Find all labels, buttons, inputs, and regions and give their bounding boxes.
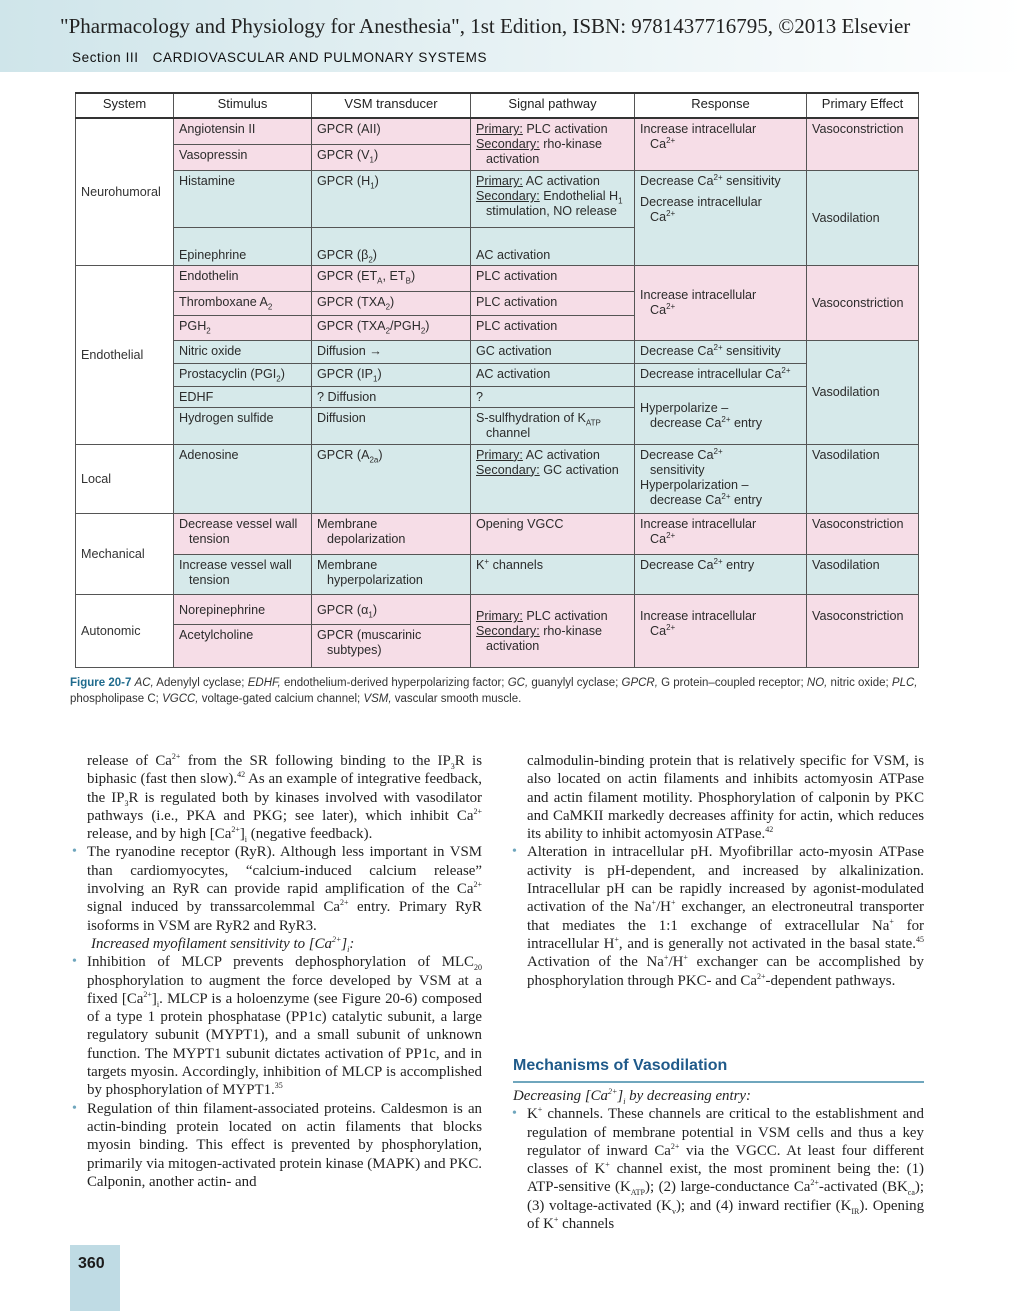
pathway-cell: Opening VGCC [471,514,635,554]
transducer-cell: GPCR (muscarinic subtypes) [312,625,471,668]
caption-definition: phospholipase C; [70,693,159,705]
system-cell: Neurohumoral [76,118,174,265]
stimulus-cell: Decrease vessel wall tension [174,514,312,554]
bullet-item: • The ryanodine receptor (RyR). Although less important in VSM than cardiomyocytes, “calcium-induced calcium release” involving an RyR can provide rapid amplification of the $Ca^{2+}$ signal induced by transsarcolemmal $Ca^{2+}$ entry. Primary RyR isoforms in VSM are RyR2 and RyR3. [72,844,482,934]
bullet-icon: • [72,1100,77,1116]
pathway-cell: Primary: AC activation Secondary: Endothelial $H_1$ stimulation, NO release [471,171,635,228]
system-cell: Endothelial [76,265,174,444]
transducer-cell: GPCR $(A_{2a})$ [312,444,471,514]
section-header [72,50,487,65]
stimulus-cell: Nitric oxide [174,340,312,363]
caption-definition: Adenylyl cyclase; [156,677,245,689]
page-number: 360 [78,1255,105,1272]
body-column-right-lower [512,1087,925,1233]
response-cell: Decrease $Ca^{2+}$ sensitivity Hyperpolarization – decrease $Ca^{2+}$ entry [635,444,807,514]
transducer-cell: ? Diffusion [312,387,471,408]
response-cell: Decrease $Ca^{2+}$ sensitivity Decrease intracellular $Ca^{2+}$ [635,171,807,266]
pathway-cell: PLC activation [471,292,635,316]
response-cell: Increase intracellular $Ca^{2+}$ [635,265,807,340]
table-row [76,340,919,363]
figure-caption [70,675,930,707]
section-label: Section III [72,50,139,65]
pathway-cell: PLC activation [471,265,635,291]
effect-cell: Vasoconstriction [807,514,919,554]
effect-cell: Vasoconstriction [807,118,919,171]
system-cell: Mechanical [76,514,174,595]
subheading: Increased myofilament sensitivity to $[Ca^{2+}]_i$: [91,935,355,954]
response-cell: Increase intracellular $Ca^{2+}$ [635,595,807,668]
response-cell: Decrease $Ca^{2+}$ sensitivity [635,340,807,363]
figure-table [75,92,918,668]
stimulus-cell: Adenosine [174,444,312,514]
caption-definition: nitric oxide; [830,677,889,689]
response-cell: Decrease $Ca^{2+}$ entry [635,554,807,594]
stimulus-cell: Vasopressin [174,144,312,170]
pathway-cell: ? [471,387,635,408]
table-row [76,118,919,144]
bullet-item: • Alteration in intracellular pH. Myofibrillar acto-myosin ATPase activity is pH-dependent, and increased by alkalinization. Intracellular pH can be rapidly increased by agonist-modulated activation of the Na+/H+ exchanger, an electroneutral transporter that mediates the 1:1 exchange of extracellular Na+ for intracellular H+, and is generally not activated in the basal state.$^{45}$ Activation of the Na+/H+ exchanger can be accomplished by phosphorylation through PKC- and $Ca^{2+}$-dependent pathways. [512,844,925,989]
figure-label: Figure 20-7 [70,677,132,689]
col-header: System [76,93,174,118]
effect-cell: Vasodilation [807,444,919,514]
transducer-cell: GPCR $(TXA_2/PGH_2)$ [312,316,471,340]
stimulus-cell: Thromboxane $A_2$ [174,292,312,316]
body-column-right [512,752,925,990]
stimulus-cell: $PGH_2$ [174,316,312,340]
caption-definition: vascular smooth muscle. [394,693,522,705]
stimulus-cell: Angiotensin II [174,118,312,144]
caption-abbr: VSM, [363,693,392,705]
caption-abbr: EDHF, [247,677,281,689]
table-row [76,265,919,291]
table-row [76,363,919,386]
caption-definition: endothelium-derived hyperpolarizing factor; [283,677,505,689]
transducer-cell: GPCR $(IP_1)$ [312,363,471,386]
transducer-cell: GPCR $(\beta_2)$ [312,227,471,265]
pathway-cell: Primary: PLC activation Secondary: rho-kinase activation [471,595,635,668]
transducer-cell: GPCR $(V_1)$ [312,144,471,170]
caption-definition: voltage-gated calcium channel; [201,693,361,705]
stimulus-cell: Norepinephrine [174,595,312,625]
bullet-item: • Inhibition of MLCP prevents dephosphorylation of $MLC_{20}$ phosphorylation to augment the force developed by VSM at a fixed $[Ca^{2+}]_i$. MLCP is a holoenzyme (see Figure 20-6) composed of a type 1 protein phosphatase (PP1c) catalytic subunit, a large regulatory subunit (MYPT1), and a small subunit of unknown function. The MYPT1 subunit dictates activation of PP1c, and in targets myosin. Accordingly, inhibition of MLCP is accomplished by phosphorylation of MYPT1.35 [72,954,483,1099]
response-cell: Increase intracellular $Ca^{2+}$ [635,514,807,554]
pathway-cell: GC activation [471,340,635,363]
stimulus-cell: Acetylcholine [174,625,312,668]
section-heading: Mechanisms of Vasodilation [513,1055,924,1083]
bullet-icon: • [72,954,77,970]
response-cell: Decrease intracellular $Ca^{2+}$ [635,363,807,386]
stimulus-cell: Prostacyclin $(PGI_2)$ [174,363,312,386]
caption-abbr: GC, [507,677,529,689]
body-column-left [72,752,483,1191]
section-title: CARDIOVASCULAR AND PULMONARY SYSTEMS [152,50,488,65]
book-header: "Pharmacology and Physiology for Anesthesia", 1st Edition, ISBN: 9781437716795, ©2013 Elsevier [60,14,911,38]
effect-cell: Vasodilation [807,340,919,444]
effect-cell: Vasoconstriction [807,595,919,668]
vsm-regulation-table [75,92,919,668]
table-row [76,595,919,625]
table-row [76,554,919,594]
subheading: Decreasing $[Ca^{2+}]_i$ by decreasing entry: [513,1087,751,1106]
effect-cell: Vasoconstriction [807,265,919,340]
caption-abbr: PLC, [891,677,918,689]
col-header: VSM transducer [312,93,471,118]
caption-definition: G protein–coupled receptor; [661,677,804,689]
pathway-cell: Primary: AC activation Secondary: GC activation [471,444,635,514]
col-header: Stimulus [174,93,312,118]
table-header-row [76,93,919,118]
transducer-cell: Membrane hyperpolarization [312,554,471,594]
col-header: Signal pathway [471,93,635,118]
stimulus-cell: Endothelin [174,265,312,291]
transducer-cell: GPCR $(TXA_2)$ [312,292,471,316]
bullet-icon: • [512,844,517,860]
response-cell: Increase intracellular $Ca^{2+}$ [635,118,807,171]
pathway-cell: AC activation [471,227,635,265]
bullet-item: • Regulation of thin filament-associated proteins. Caldesmon is an actin-binding protein located on actin filaments that blocks myosin binding. This effect is prevented by phosphorylation, primarily via mitogen-activated protein kinase (MAPK) and PKC. Calponin, another actin- and [72,1100,482,1190]
transducer-cell: GPCR $(\alpha_1)$ [312,595,471,625]
caption-abbr: VGCC, [162,693,199,705]
system-cell: Local [76,444,174,514]
caption-definition: guanylyl cyclase; [531,677,619,689]
stimulus-cell: Increase vessel wall tension [174,554,312,594]
transducer-cell: GPCR ($ET_A$, $ET_B$) [312,265,471,291]
transducer-cell: GPCR (AII) [312,118,471,144]
caption-abbr: GPCR, [621,677,658,689]
transducer-cell: Diffusion → [312,340,471,363]
pathway-cell: AC activation [471,363,635,386]
transducer-cell: Membrane depolarization [312,514,471,554]
pathway-cell: K+ channels [471,554,635,594]
stimulus-cell: Histamine [174,171,312,228]
col-header: Response [635,93,807,118]
table-row [76,514,919,554]
system-cell: Autonomic [76,595,174,668]
table-row [76,387,919,408]
stimulus-cell: Hydrogen sulfide [174,408,312,444]
paragraph: release of $Ca^{2+}$ from the SR following binding to the $IP_3R$ is biphasic (fast then slow).$^{42}$ As an example of integrative feedback, the $IP_3R$ is regulated both by kinases involved with vasodilator pathways (i.e., PKA and PKG; see later), which inhibit $Ca^{2+}$ release, and by high $[Ca^{2+}]_i$ (negative feedback). [87,752,483,845]
pathway-cell: Primary: PLC activation Secondary: rho-kinase activation [471,118,635,171]
transducer-cell: Diffusion [312,408,471,444]
bullet-item: • K+ channels. These channels are critical to the establishment and regulation of membrane potential in VSM cells and thus a key regulator of inward $Ca^{2+}$ via the VGCC. At least four different classes of K+ channel exist, the most prominent being the: (1) ATP-sensitive $(K_{ATP})$; (2) large-conductance $Ca^{2+}$-activated $(BK_{ca})$; (3) voltage-activated $(K_v)$; and (4) inward rectifier $(K_{IR})$. Opening of K+ channels [512,1105,925,1233]
paragraph: calmodulin-binding protein that is relatively specific for VSM, is also located on actin filaments and inhibits actomyosin ATPase and actin filament motility. Phosphorylation of calponin by PKC and CaMKII markedly decreases affinity for actin, which reduces its ability to inhibit actomyosin ATPase.$^{42}$ [527,753,924,843]
effect-cell: Vasodilation [807,554,919,594]
bullet-icon: • [72,844,77,860]
response-cell: Hyperpolarize – decrease $Ca^{2+}$ entry [635,387,807,445]
stimulus-cell: Epinephrine [174,227,312,265]
pathway-cell: S-sulfhydration of $K_{ATP}$ channel [471,408,635,444]
caption-abbr: AC, [134,677,154,689]
stimulus-cell: EDHF [174,387,312,408]
effect-cell: Vasodilation [807,171,919,266]
transducer-cell: GPCR $(H_1)$ [312,171,471,228]
col-header: Primary Effect [807,93,919,118]
bullet-icon: • [512,1106,517,1122]
table-row [76,171,919,228]
table-row [76,444,919,514]
pathway-cell: PLC activation [471,316,635,340]
caption-abbr: NO, [806,677,828,689]
